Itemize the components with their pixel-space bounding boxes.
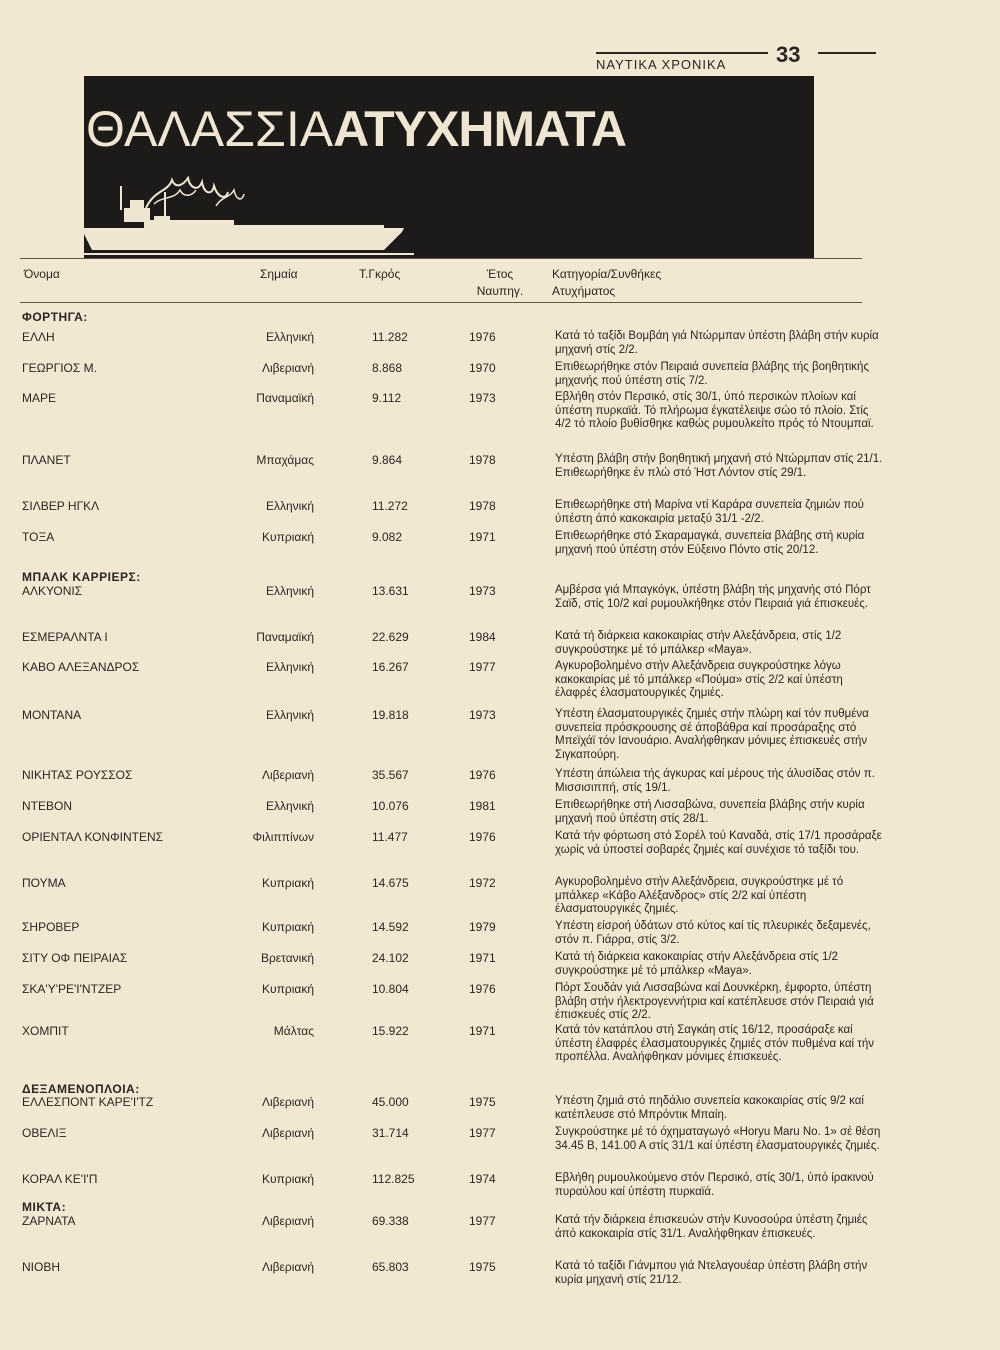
ship-name: ΑΛΚΥΟΝΙΣ: [22, 584, 83, 598]
ship-year: 1981: [469, 799, 496, 813]
incident-description: Συγκρούστηκε μέ τό όχηματαγωγό «Horyu Maru No. 1» σέ θέση 34.45 Β, 141.00 Α στίς 31/1 καί ύπέστη έλασματουργικές ζημιές.: [555, 1126, 881, 1152]
ship-name: ΠΛΑΝΕΤ: [22, 453, 71, 467]
ship-name: ΝΤΕΒΟΝ: [22, 799, 73, 813]
ship-flag: Φιλιππίνων: [252, 830, 314, 844]
ship-name: ΣΙΤΥ ΟΦ ΠΕΙΡΑΙΑΣ: [22, 951, 128, 965]
col-category: Κατηγορία/Συνθήκες Ατυχήματος: [552, 267, 662, 298]
title-bold: ΑΤΥΧΗΜΑΤΑ: [333, 101, 627, 157]
col-flag: Σημαία: [260, 267, 298, 281]
ship-name: ΤΟΞΑ: [22, 530, 55, 544]
ship-flag: Λιβεριανή: [261, 1095, 314, 1109]
incident-description: Εβλήθη στόν Περσικό, στίς 30/1, ύπό περσικών πλοίων καί ύπέστη πυρκαϊά. Τό πλήρωμα έγκατέλειψε σώο τό πλοίο. Στίς 4/2 τό πλοίο βυθίσθηκε καθώς ρυμουλκείτο πρός τό Ντουμπαϊ.: [555, 391, 874, 430]
ship-grt: 14.592: [372, 920, 409, 934]
ship-name: ΚΟΡΑΛ ΚΕ'Ι'Π: [22, 1172, 98, 1186]
column-headers: [20, 260, 860, 304]
ship-flag: Κυπριακή: [262, 530, 314, 544]
ship-name: ΟΡΙΕΝΤΑΛ ΚΟΝΦΙΝΤΕΝΣ: [22, 830, 164, 844]
ship-flag: Ελληνική: [265, 799, 314, 813]
ship-year: 1976: [469, 768, 496, 782]
ship-grt: 9.112: [372, 391, 402, 405]
ship-flag: Ελληνική: [265, 584, 314, 598]
ship-year: 1978: [469, 499, 496, 513]
incident-description: Κατά τό ταξίδι Γιάνμπου γιά Ντελαγουέαρ ύπέστη βλάβη στήν κυρία μηχανή στίς 21/12.: [555, 1260, 868, 1286]
ship-grt: 9.864: [372, 453, 403, 467]
ship-year: 1976: [469, 830, 496, 844]
ship-grt: 22.629: [372, 630, 409, 644]
ship-flag: Λιβεριανή: [261, 1260, 314, 1274]
ship-name: ΣΙΛΒΕΡ ΗΓΚΛ: [22, 499, 100, 513]
title-banner: [84, 76, 814, 258]
ship-year: 1976: [469, 330, 496, 344]
ship-name: ΣΗΡΟΒΕΡ: [22, 920, 80, 934]
ship-name: ΕΣΜΕΡΑΛΝΤΑ Ι: [22, 630, 108, 644]
ship-year: 1978: [469, 453, 496, 467]
ship-flag: Μπαχάμας: [256, 453, 314, 467]
ship-year: 1972: [469, 876, 496, 890]
incident-description: Επιθεωρήθηκε στόν Πειραιά συνεπεία βλάβης τής βοηθητικής μηχανής πού ύπέστη στίς 7/2.: [555, 361, 869, 387]
ship-name: ΟΒΕΛΙΞ: [22, 1126, 67, 1140]
ship-year: 1977: [469, 1214, 496, 1228]
ship-grt: 45.000: [372, 1095, 409, 1109]
ship-name: ΠΟΥΜΑ: [22, 876, 66, 890]
ship-year: 1975: [469, 1095, 496, 1109]
ship-name: ΓΕΩΡΓΙΟΣ Μ.: [22, 361, 97, 375]
ship-year: 1971: [469, 530, 496, 544]
section-cargo: ΦΟΡΤΗΓΑ:: [22, 310, 88, 324]
ship-name: ΣΚΑ'Υ'ΡΕ'Ι'ΝΤΖΕΡ: [22, 982, 122, 996]
ship-year: 1977: [469, 660, 496, 674]
ship-flag: Λιβεριανή: [261, 768, 314, 782]
incident-description: Αγκυροβολημένο στήν Αλεξάνδρεια συγκρούστηκε λόγω κακοκαιρίας μέ τό μπάλκερ «Πούμα» στίς 2/2 καί ύπέστη έλαφρές έλασματουργικές ζημιές.: [555, 660, 843, 699]
ship-flag: Λιβεριανή: [261, 1214, 314, 1228]
incident-description: Αγκυροβολημένο στήν Αλεξάνδρεια, συγκρούστηκε μέ τό μπάλκερ «Κάβο Αλέξανδρος» στίς 2/2 καί ύπέστη έλασματουργικές ζημιές.: [555, 876, 844, 915]
ship-grt: 24.102: [372, 951, 409, 965]
ship-year: 1979: [469, 920, 496, 934]
table-top-rule: [20, 258, 862, 259]
ship-name: ΜΟΝΤΑΝΑ: [22, 708, 82, 722]
section-tankers: ΔΕΞΑΜΕΝΟΠΛΟΙΑ:: [22, 1082, 140, 1096]
ship-flag: Λιβεριανή: [261, 361, 314, 375]
incident-description: Υπέστη έλασματουργικές ζημιές στήν πλώρη καί τόν πυθμένα συνεπεία πρόσκρουσης σέ άποβάθρα καί προσάραξης στό Μπεϊχάϊ τόν Ιανουάριο. Αναλήφθηκαν μόνιμες έπισκευές στήν Σιγκαπούρη.: [555, 708, 869, 761]
incident-description: Κατά τήν φόρτωση στό Σορέλ τού Καναδά, στίς 17/1 προσάραξε χωρίς νά ύποστεί σοβαρές ζημιές καί συνέχισε τό ταξίδι του.: [555, 830, 882, 856]
incident-description: Υπέστη είσροή ύδάτων στό κύτος καί τίς πλευρικές δεξαμενές, στόν π. Γιάρρα, στίς 3/2.: [555, 920, 871, 946]
col-year: Έτος Ναυπηγ.: [476, 267, 524, 298]
incident-description: Αμβέρσα γιά Μπαγκόγκ, ύπέστη βλάβη τής μηχανής στό Πόρτ Σαϊδ, στίς 10/2 καί ρυμουλκήθηκε στόν Πειραιά γιά έπισκευές.: [555, 584, 871, 610]
ship-grt: 8.868: [372, 361, 403, 375]
incident-description: Επιθεωρήθηκε στή Μαρίνα ντί Καράρα συνεπεία ζημιών πού ύπέστη άπό κακοκαιρία μεταξύ 31/1 -2/2.: [555, 499, 864, 525]
ship-grt: 10.076: [372, 799, 409, 813]
ship-flag: Κυπριακή: [262, 920, 314, 934]
header-rule-right: [818, 52, 876, 54]
ship-grt: 35.567: [372, 768, 409, 782]
ship-flag: Ελληνική: [265, 660, 314, 674]
incident-description: Κατά τό ταξίδι Βομβάη γιά Ντώρμπαν ύπέστη βλάβη στήν κυρία μηχανή στίς 2/2.: [555, 330, 879, 356]
ship-grt: 13.631: [372, 584, 409, 598]
header-rule-left: [596, 52, 768, 54]
ship-flag: Βρετανική: [260, 951, 314, 965]
ship-name: ΝΙΚΗΤΑΣ ΡΟΥΣΣΟΣ: [22, 768, 133, 782]
incident-description: Πόρτ Σουδάν γιά Λισσαβώνα καί Δουνκέρκη, έμφορτο, ύπέστη βλάβη στήν ήλεκτρογεννήτρια καί κατέπλευσε στόν Πειραιά γιά έπισκευές στίς 2/2.: [555, 982, 874, 1021]
magazine-name: ΝΑΥΤΙΚΑ ΧΡΟΝΙΚΑ: [596, 57, 727, 72]
incident-description: Κατά τή διάρκεια κακοκαιρίας στήν Αλεξάνδρεια, στίς 1/2 συγκρούστηκε μέ τό μπάλκερ «Maya».: [555, 630, 842, 656]
incident-description: Κατά τή διάρκεια κακοκαιρίας στήν Αλεξάνδρεια στίς 1/2 συγκρούστηκε μέ τό μπάλκερ «Maya».: [555, 951, 839, 977]
ship-flag: Κυπριακή: [262, 876, 314, 890]
running-header: [596, 40, 876, 76]
title-light: ΘΑΛΑΣΣΙΑ: [86, 101, 334, 157]
ship-grt: 15.922: [372, 1024, 409, 1038]
ship-year: 1977: [469, 1126, 496, 1140]
ship-flag: Ελληνική: [265, 499, 314, 513]
ship-flag: Κυπριακή: [262, 1172, 314, 1186]
ship-grt: 65.803: [372, 1260, 409, 1274]
ship-year: 1974: [469, 1172, 496, 1186]
incident-description: Επιθεωρήθηκε στό Σκαραμαγκά, συνεπεία βλάβης στή κυρία μηχανή πού ύπέστη στόν Εύξεινο Πόντο στίς 20/12.: [555, 530, 865, 556]
table-header-rule: [20, 302, 862, 303]
incident-description: Κατά τήν διάρκεια έπισκευών στήν Κυνοσούρα ύπέστη ζημιές άπό κακοκαιρία στίς 31/1. Αναλήφθηκαν έπισκευές.: [555, 1214, 868, 1240]
ship-flag: Ελληνική: [265, 330, 314, 344]
ship-flag: Λιβεριανή: [261, 1126, 314, 1140]
ship-grt: 11.272: [372, 499, 408, 513]
incident-description: Υπέστη βλάβη στήν βοηθητική μηχανή στό Ντώρμπαν στίς 21/1. Επιθεωρήθηκε έν πλώ στό Ήστ Λόντον στίς 29/1.: [555, 453, 883, 479]
col-name: Όνομα: [24, 267, 60, 281]
ship-year: 1975: [469, 1260, 496, 1274]
ship-grt: 19.818: [372, 708, 409, 722]
ship-year: 1970: [469, 361, 496, 375]
ship-name: ΜΑΡΕ: [22, 391, 57, 405]
ship-grt: 112.825: [372, 1172, 415, 1186]
section-mixed: ΜΙΚΤΑ:: [22, 1200, 67, 1214]
ship-flag: Παναμαϊκή: [256, 630, 314, 644]
ship-name: ΖΑΡΝΑΤΑ: [22, 1214, 76, 1228]
ship-flag: Ελληνική: [265, 708, 314, 722]
ship-grt: 31.714: [372, 1126, 409, 1140]
ship-grt: 11.477: [372, 830, 408, 844]
ship-flag: Μάλτας: [273, 1024, 314, 1038]
ship-year: 1971: [469, 951, 496, 965]
ship-name: ΚΑΒΟ ΑΛΕΞΑΝΔΡΟΣ: [22, 660, 140, 674]
ship-grt: 69.338: [372, 1214, 409, 1228]
ship-grt: 16.267: [372, 660, 409, 674]
ship-year: 1973: [469, 584, 496, 598]
ship-grt: 10.804: [372, 982, 409, 996]
ship-year: 1973: [469, 708, 496, 722]
incident-description: Εβλήθη ρυμουλκούμενο στόν Περσικό, στίς 30/1, ύπό ίρακινού πυραύλου καί ύπέστη πυρκαϊά.: [555, 1172, 874, 1198]
ship-year: 1971: [469, 1024, 496, 1038]
ship-flag: Κυπριακή: [262, 982, 314, 996]
incident-description: Κατά τόν κατάπλου στή Σαγκάη στίς 16/12, προσάραξε καί ύπέστη έλαφρές έλασματουργικές ζημιές στόν πυθμένα καί τήν προπέλλα. Αναλήφθηκαν μόνιμες έπισκευές.: [555, 1024, 874, 1063]
ship-flag: Παναμαϊκή: [256, 391, 314, 405]
ship-grt: 9.082: [372, 530, 403, 544]
ship-year: 1976: [469, 982, 496, 996]
ship-year: 1984: [469, 630, 496, 644]
ship-grt: 11.282: [372, 330, 408, 344]
col-grt: Τ.Γκρός: [359, 267, 401, 281]
ship-name: ΕΛΛΗ: [22, 330, 55, 344]
page-title: [86, 101, 627, 157]
ship-name: ΕΛΛΕΣΠΟΝΤ ΚΑΡΕ'Ι'ΤΖ: [22, 1095, 154, 1109]
page-number: 33: [776, 42, 801, 67]
section-bulk-carriers: ΜΠΑΛΚ ΚΑΡΡΙΕΡΣ:: [22, 570, 141, 584]
incident-description: Υπέστη άπώλεια τής άγκυρας καί μέρους τής άλυσίδας στόν π. Μισσισιππή, στίς 19/1.: [555, 768, 875, 794]
ship-year: 1973: [469, 391, 496, 405]
incident-description: Επιθεωρήθηκε στή Λισσαβώνα, συνεπεία βλάβης στήν κυρία μηχανή πού ύπέστη στίς 28/1.: [555, 799, 865, 825]
ship-grt: 14.675: [372, 876, 409, 890]
ship-illustration-icon: [84, 176, 414, 258]
ship-name: ΝΙΟΒΗ: [22, 1260, 61, 1274]
ship-name: ΧΟΜΠΙΤ: [22, 1024, 69, 1038]
incident-description: Υπέστη ζημιά στό πηδάλιο συνεπεία κακοκαιρίας στίς 9/2 καί κατέπλευσε στό Μπρόντικ Μπαίη.: [555, 1095, 864, 1121]
